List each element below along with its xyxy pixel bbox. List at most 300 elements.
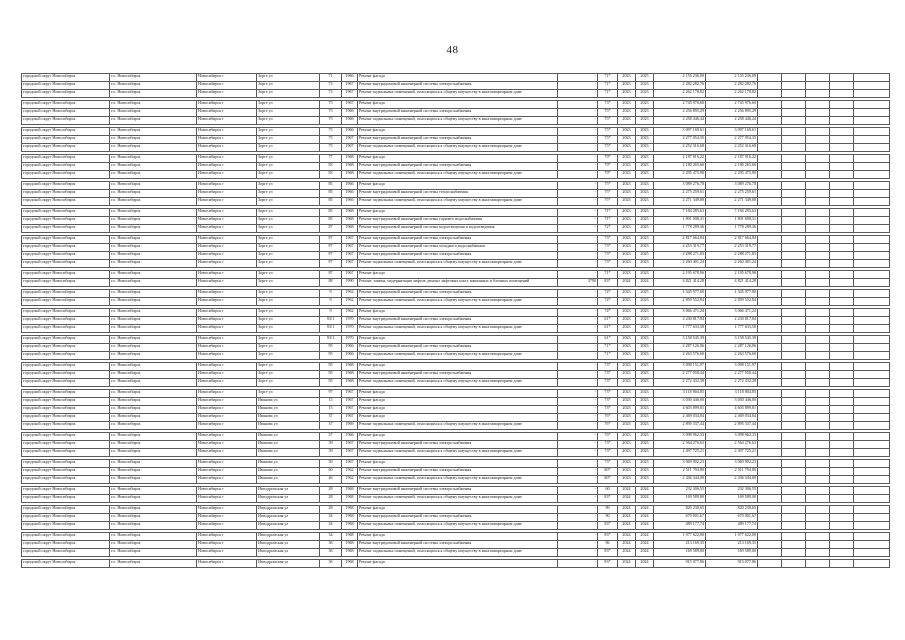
municipality-cell: городской округ Новосибирск [22,298,110,306]
empty-cell [782,325,806,333]
empty-cell [806,271,830,279]
total-cost-cell: 3 030 446,00 [706,398,758,406]
total-cost-cell: 2 260 401,24 [706,260,758,268]
street-cell: Зорге ул [257,317,320,325]
cost-cell: 2 263 576,60 [654,352,706,360]
empty-cell [854,163,890,171]
wear-cell: 79* [598,155,618,163]
street-cell: Зорге ул [257,363,320,371]
total-cost-cell: 2 859 552,84 [706,298,758,306]
build-year-cell: 1970 [342,325,358,333]
start-year-cell: 2023 [618,244,636,252]
locality-cell: г.о. Новосибирск [110,549,197,557]
empty-cell [854,468,890,476]
wear-cell: 80* [598,468,618,476]
locality-cell: г.о. Новосибирск [110,449,197,457]
empty-cell [830,244,854,252]
house-number-cell: 34 [320,533,342,541]
build-year-cell: 1967 [342,449,358,457]
start-year-cell: 2023 [618,398,636,406]
empty-cell [782,344,806,352]
empty-cell [806,422,830,430]
empty-cell [806,560,830,568]
empty-cell [782,74,806,82]
empty-cell [806,136,830,144]
work-type-cell: Ремонт подвальных помещений, относящихся к общему имуществу в многоквартирном доме [358,198,558,206]
house-number-cell: 39 [320,441,342,449]
city-cell: Новосибирск г [197,244,257,252]
empty-cell [782,290,806,298]
wear-cell: 71* [598,352,618,360]
empty-cell [854,422,890,430]
total-cost-cell: 2 287 126,06 [706,344,758,352]
end-year-cell: 2023 [636,171,654,179]
empty-cell [758,487,782,495]
empty-cell [830,90,854,98]
locality-cell: г.о. Новосибирск [110,522,197,530]
total-cost-cell: 3 097 169,61 [706,128,758,136]
empty-cell [758,560,782,568]
empty-cell [830,371,854,379]
empty-cell [782,363,806,371]
street-cell: Зорге ул [257,171,320,179]
total-cost-cell: 3 098 962,33 [706,433,758,441]
house-number-cell: 87 [320,225,342,233]
empty-cell [758,298,782,306]
municipality-cell: городской округ Новосибирск [22,398,110,406]
start-year-cell: 2023 [618,82,636,90]
empty-cell [830,236,854,244]
house-number-cell: 75 [320,136,342,144]
municipality-cell: городской округ Новосибирск [22,363,110,371]
empty-cell [806,290,830,298]
municipality-cell: городской округ Новосибирск [22,390,110,398]
end-year-cell: 2023 [636,198,654,206]
empty-cell [782,487,806,495]
empty-cell [782,182,806,190]
start-year-cell: 2023 [618,109,636,117]
municipality-cell: городской округ Новосибирск [22,533,110,541]
cost-cell: 4 821 414,28 [654,279,706,287]
empty-cell [806,379,830,387]
house-number-cell: 75 [320,144,342,152]
locality-cell: г.о. Новосибирск [110,390,197,398]
table-row [22,390,890,398]
volume-cell: - [558,414,598,422]
volume-cell: - [558,244,598,252]
house-number-cell: 73 [320,90,342,98]
empty-cell [854,271,890,279]
street-cell: Зорге ул [257,379,320,387]
city-cell: Новосибирск г [197,298,257,306]
table-row [22,371,890,379]
start-year-cell: 2023 [618,74,636,82]
build-year-cell: 1962 [342,290,358,298]
table-row [22,190,890,198]
house-number-cell: 93/1 [320,325,342,333]
table-row [22,101,890,109]
table-row [22,198,890,206]
empty-cell [758,244,782,252]
empty-cell [854,171,890,179]
municipality-cell: городской округ Новосибирск [22,144,110,152]
build-year-cell: 1968 [342,379,358,387]
locality-cell: г.о. Новосибирск [110,476,197,484]
wear-cell: 73* [598,449,618,457]
build-year-cell: 1966 [342,128,358,136]
locality-cell: г.о. Новосибирск [110,460,197,468]
wear-cell: 75* [598,144,618,152]
locality-cell: г.о. Новосибирск [110,514,197,522]
street-cell: Зорге ул [257,109,320,117]
empty-cell [758,290,782,298]
empty-cell [854,390,890,398]
table-row [22,82,890,90]
locality-cell: г.о. Новосибирск [110,144,197,152]
city-cell: Новосибирск г [197,549,257,557]
locality-cell: г.о. Новосибирск [110,198,197,206]
total-cost-cell: 2 277 054,35 [706,136,758,144]
house-number-cell: 28 [320,487,342,495]
house-number-cell: 37 [320,422,342,430]
build-year-cell: 1968 [342,560,358,568]
street-cell: Зорге ул [257,209,320,217]
wear-cell: 71* [598,209,618,217]
end-year-cell: 2024 [636,487,654,495]
locality-cell: г.о. Новосибирск [110,398,197,406]
empty-cell [806,309,830,317]
municipality-cell: городской округ Новосибирск [22,271,110,279]
locality-cell: г.о. Новосибирск [110,128,197,136]
empty-cell [758,279,782,287]
empty-cell [854,506,890,514]
table-row [22,406,890,414]
empty-cell [830,260,854,268]
city-cell: Новосибирск г [197,279,257,287]
total-cost-cell: 213 169,35 [706,541,758,549]
wear-cell: 61* [598,317,618,325]
locality-cell: г.о. Новосибирск [110,117,197,125]
empty-cell [806,236,830,244]
house-number-cell: 71 [320,74,342,82]
build-year-cell: 1967 [342,271,358,279]
work-type-cell: Ремонт фасада [358,101,558,109]
street-cell: Зорге ул [257,271,320,279]
volume-cell: - [558,136,598,144]
empty-cell [758,136,782,144]
empty-cell [782,163,806,171]
volume-cell: - [558,217,598,225]
volume-cell: - [558,298,598,306]
empty-cell [854,379,890,387]
volume-cell: - [558,171,598,179]
cost-cell: 2 817 664,84 [654,236,706,244]
street-cell: Иванова ул [257,433,320,441]
end-year-cell: 2023 [636,117,654,125]
wear-cell: 90 [598,514,618,522]
cost-cell: 3 097 169,61 [654,128,706,136]
city-cell: Новосибирск г [197,449,257,457]
volume-cell: - [558,398,598,406]
municipality-cell: городской округ Новосибирск [22,260,110,268]
volume-cell: - [558,406,598,414]
empty-cell [782,309,806,317]
work-type-cell: Ремонт внутридомовой инженерной системы электроснабжения [358,252,558,260]
wear-cell: 74* [598,290,618,298]
cost-cell: 2 253 319,77 [654,244,706,252]
municipality-cell: городской округ Новосибирск [22,163,110,171]
locality-cell: г.о. Новосибирск [110,136,197,144]
start-year-cell: 2023 [618,309,636,317]
volume-cell: - [558,74,598,82]
empty-cell [782,422,806,430]
empty-cell [830,506,854,514]
work-type-cell: Ремонт внутридомовой инженерной системы электроснабжения [358,236,558,244]
work-type-cell: Ремонт фасада [358,506,558,514]
cost-cell: 2 511 794,80 [654,468,706,476]
empty-cell [830,144,854,152]
house-number-cell: 39 [320,460,342,468]
wear-cell: 75* [598,198,618,206]
start-year-cell: 2023 [618,236,636,244]
volume-cell: - [558,271,598,279]
cost-cell: 2 187 916,22 [654,155,706,163]
locality-cell: г.о. Новосибирск [110,317,197,325]
house-number-cell: 87 [320,252,342,260]
municipality-cell: городской округ Новосибирск [22,514,110,522]
build-year-cell: 1968 [342,549,358,557]
cost-cell: 2 288 271,83 [654,252,706,260]
locality-cell: г.о. Новосибирск [110,560,197,568]
end-year-cell: 2023 [636,476,654,484]
city-cell: Новосибирск г [197,128,257,136]
empty-cell [806,487,830,495]
start-year-cell: 2024 [618,279,636,287]
house-number-cell: 85 [320,190,342,198]
table-row [22,433,890,441]
table-row [22,460,890,468]
empty-cell [854,82,890,90]
wear-cell: 73* [598,371,618,379]
empty-cell [854,460,890,468]
end-year-cell: 2023 [636,371,654,379]
city-cell: Новосибирск г [197,433,257,441]
total-cost-cell: 670 001,67 [706,514,758,522]
locality-cell: г.о. Новосибирск [110,441,197,449]
work-type-cell: Ремонт фасада [358,336,558,344]
empty-cell [758,128,782,136]
locality-cell: г.о. Новосибирск [110,309,197,317]
city-cell: Новосибирск г [197,363,257,371]
end-year-cell: 2023 [636,182,654,190]
total-cost-cell: 2 253 319,77 [706,244,758,252]
cost-cell: 4 603 899,81 [654,406,706,414]
empty-cell [854,290,890,298]
city-cell: Новосибирск г [197,398,257,406]
empty-cell [782,533,806,541]
empty-cell [806,352,830,360]
volume-cell: - [558,495,598,503]
empty-cell [758,271,782,279]
empty-cell [854,190,890,198]
end-year-cell: 2023 [636,317,654,325]
house-number-cell: 85 [320,198,342,206]
house-number-cell: 15 [320,406,342,414]
empty-cell [830,344,854,352]
start-year-cell: 2023 [618,433,636,441]
empty-cell [854,344,890,352]
table-row [22,90,890,98]
volume-cell: - [558,390,598,398]
end-year-cell: 2025 [636,290,654,298]
wear-cell: 83* [598,495,618,503]
empty-cell [758,422,782,430]
total-cost-cell: 2 256 895,29 [706,109,758,117]
volume-cell: - [558,317,598,325]
work-type-cell: Ремонт подвальных помещений, относящихся к общему имуществу в многоквартирном доме [358,549,558,557]
total-cost-cell: 2 282 282,76 [706,82,758,90]
start-year-cell: 2024 [618,487,636,495]
empty-cell [830,155,854,163]
volume-cell: - [558,514,598,522]
build-year-cell: 1967 [342,90,358,98]
volume-cell: - [558,487,598,495]
work-type-cell: Ремонт фасада [358,533,558,541]
total-cost-cell: 3 118 804,85 [706,390,758,398]
locality-cell: г.о. Новосибирск [110,74,197,82]
locality-cell: г.о. Новосибирск [110,298,197,306]
total-cost-cell: 915 077,86 [706,560,758,568]
municipality-cell: городской округ Новосибирск [22,522,110,530]
municipality-cell: городской округ Новосибирск [22,541,110,549]
start-year-cell: 2023 [618,190,636,198]
work-type-cell: Ремонт фасада [358,363,558,371]
build-year-cell: 1967 [342,252,358,260]
empty-cell [782,90,806,98]
empty-cell [782,336,806,344]
start-year-cell: 2023 [618,363,636,371]
locality-cell: г.о. Новосибирск [110,90,197,98]
total-cost-cell: 2 295 475,90 [706,171,758,179]
empty-cell [806,414,830,422]
empty-cell [830,171,854,179]
wear-cell: 75* [598,182,618,190]
start-year-cell: 2023 [618,101,636,109]
total-cost-cell: 2 230 817,84 [706,317,758,325]
empty-cell [854,363,890,371]
municipality-cell: городской округ Новосибирск [22,244,110,252]
volume-cell: - [558,560,598,568]
work-type-cell: Ремонт подвальных помещений, относящихся к общему имуществу в многоквартирном доме [358,522,558,530]
municipality-cell: городской округ Новосибирск [22,309,110,317]
empty-cell [806,82,830,90]
wear-cell: 73* [598,460,618,468]
city-cell: Новосибирск г [197,252,257,260]
end-year-cell: 2024 [636,279,654,287]
locality-cell: г.о. Новосибирск [110,155,197,163]
cost-cell: 2 469 034,84 [654,414,706,422]
empty-cell [782,506,806,514]
empty-cell [854,487,890,495]
total-cost-cell: 3 069 902,23 [706,460,758,468]
start-year-cell: 2024 [618,506,636,514]
empty-cell [782,109,806,117]
empty-cell [806,363,830,371]
empty-cell [782,560,806,568]
cost-cell: 2 155 236,09 [654,74,706,82]
street-cell: Ипподромская ул [257,522,320,530]
build-year-cell: 1968 [342,217,358,225]
empty-cell [782,541,806,549]
empty-cell [830,117,854,125]
empty-cell [782,433,806,441]
build-year-cell: 1968 [342,209,358,217]
empty-cell [830,379,854,387]
empty-cell [758,506,782,514]
build-year-cell: 1967 [342,82,358,90]
total-cost-cell: 2 252 316,68 [706,144,758,152]
empty-cell [758,336,782,344]
end-year-cell: 2024 [636,549,654,557]
wear-cell: 73* [598,101,618,109]
empty-cell [782,317,806,325]
cost-cell: 7 184 285,63 [654,209,706,217]
work-type-cell: Ремонт внутридомовой инженерной системы холодного водоснабжения [358,244,558,252]
end-year-cell: 2024 [636,533,654,541]
build-year-cell: 1967 [342,414,358,422]
house-number-cell: 28 [320,495,342,503]
city-cell: Новосибирск г [197,182,257,190]
empty-cell [806,209,830,217]
empty-cell [782,449,806,457]
work-type-cell: Ремонт внутридомовой инженерной системы электроснабжения [358,441,558,449]
total-cost-cell: 820 230,65 [706,506,758,514]
cost-cell: 820 230,65 [654,506,706,514]
cost-cell: 2 271 349,08 [654,198,706,206]
empty-cell [854,414,890,422]
empty-cell [758,325,782,333]
end-year-cell: 2023 [636,109,654,117]
table-row [22,260,890,268]
volume-cell: - [558,155,598,163]
volume-cell: - [558,209,598,217]
empty-cell [758,182,782,190]
empty-cell [782,155,806,163]
house-number-cell: 87 [320,260,342,268]
empty-cell [854,398,890,406]
volume-cell: - [558,163,598,171]
work-type-cell: Ремонт фасада [358,309,558,317]
volume-cell: - [558,109,598,117]
city-cell: Новосибирск г [197,101,257,109]
work-type-cell: Ремонт подвальных помещений, относящихся к общему имуществу в многоквартирном доме [358,476,558,484]
table-row [22,298,890,306]
city-cell: Новосибирск г [197,163,257,171]
empty-cell [806,441,830,449]
work-type-cell: Ремонт фасада [358,74,558,82]
wear-cell: 73* [598,379,618,387]
empty-cell [782,236,806,244]
build-year-cell: 1967 [342,136,358,144]
empty-cell [854,560,890,568]
city-cell: Новосибирск г [197,336,257,344]
street-cell: Зорге ул [257,155,320,163]
table-row [22,217,890,225]
total-cost-cell: 2 817 664,84 [706,236,758,244]
table-row [22,495,890,503]
empty-cell [830,109,854,117]
locality-cell: г.о. Новосибирск [110,279,197,287]
